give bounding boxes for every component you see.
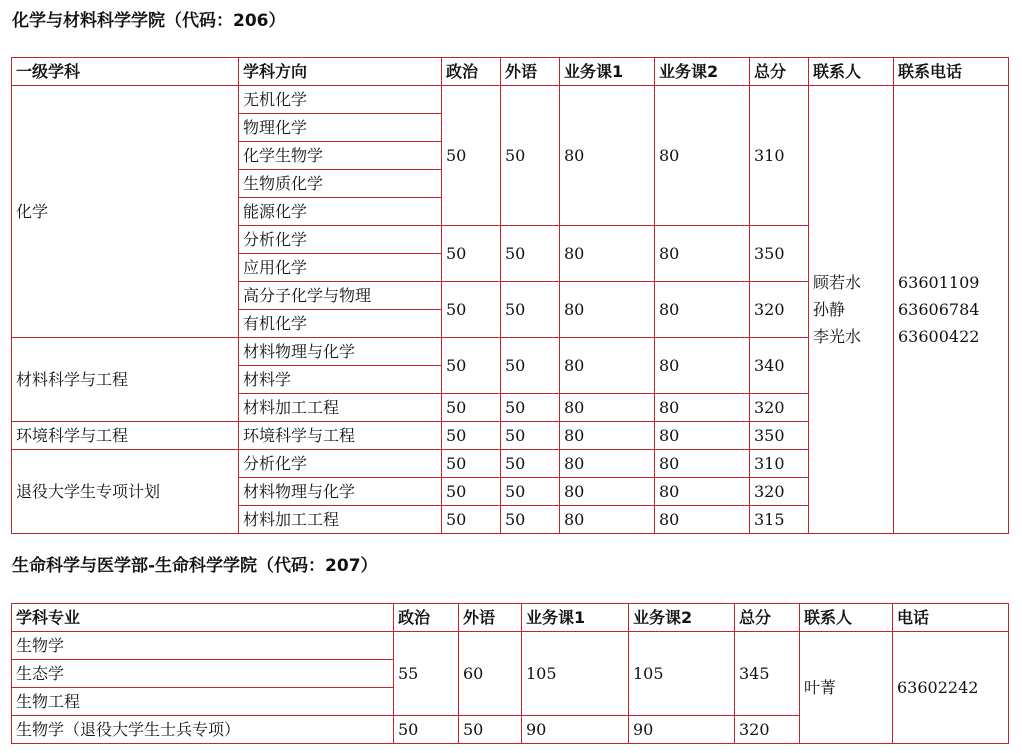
total-score: 310 [750, 450, 809, 478]
politics-score: 50 [442, 506, 501, 534]
major-cell: 生物学（退役大学生士兵专项） [12, 716, 394, 744]
header-course1: 业务课1 [522, 604, 629, 632]
course2-score: 80 [655, 422, 750, 450]
direction-cell: 分析化学 [239, 450, 442, 478]
section-title-207: 生命科学与医学部-生命科学学院（代码：207） [12, 556, 378, 576]
course1-score: 80 [560, 86, 655, 226]
course1-score: 105 [522, 632, 629, 716]
course2-score: 80 [655, 282, 750, 338]
direction-cell: 材料物理与化学 [239, 478, 442, 506]
total-score: 320 [750, 394, 809, 422]
phone-number: 63606784 [898, 300, 980, 319]
politics-score: 50 [394, 716, 459, 744]
section-title-206: 化学与材料科学学院（代码：206） [12, 11, 286, 31]
direction-cell: 无机化学 [239, 86, 442, 114]
phone-number: 63600422 [898, 327, 980, 346]
total-score: 315 [750, 506, 809, 534]
course1-score: 90 [522, 716, 629, 744]
course1-score: 80 [560, 450, 655, 478]
politics-score: 50 [442, 282, 501, 338]
politics-score: 50 [442, 450, 501, 478]
discipline-cell: 环境科学与工程 [12, 422, 239, 450]
direction-cell: 环境科学与工程 [239, 422, 442, 450]
direction-cell: 应用化学 [239, 254, 442, 282]
course1-score: 80 [560, 478, 655, 506]
language-score: 50 [459, 716, 522, 744]
course2-score: 80 [655, 450, 750, 478]
total-score: 320 [735, 716, 800, 744]
phone-number: 63601109 [898, 273, 980, 292]
language-score: 50 [501, 478, 560, 506]
contact-name: 李光水 [813, 327, 862, 346]
header-language: 外语 [459, 604, 522, 632]
direction-cell: 物理化学 [239, 114, 442, 142]
header-contact: 联系人 [800, 604, 893, 632]
admission-score-table-207 [11, 603, 1009, 744]
course2-score: 80 [655, 338, 750, 394]
header-total: 总分 [735, 604, 800, 632]
table-header-row [12, 604, 1009, 632]
contact-person: 叶菁 [800, 632, 893, 744]
header-course2: 业务课2 [655, 58, 750, 86]
direction-cell: 材料加工工程 [239, 506, 442, 534]
header-language: 外语 [501, 58, 560, 86]
header-total: 总分 [750, 58, 809, 86]
header-major: 学科专业 [12, 604, 394, 632]
header-phone: 联系电话 [894, 58, 1009, 86]
contact-name: 顾若水 [813, 273, 862, 292]
total-score: 320 [750, 282, 809, 338]
header-course2: 业务课2 [629, 604, 735, 632]
major-cell: 生物学 [12, 632, 394, 660]
total-score: 340 [750, 338, 809, 394]
language-score: 50 [501, 338, 560, 394]
direction-cell: 高分子化学与物理 [239, 282, 442, 310]
course2-score: 80 [655, 478, 750, 506]
course1-score: 80 [560, 282, 655, 338]
course1-score: 80 [560, 506, 655, 534]
direction-cell: 材料加工工程 [239, 394, 442, 422]
course2-score: 80 [655, 394, 750, 422]
direction-cell: 材料学 [239, 366, 442, 394]
course1-score: 80 [560, 338, 655, 394]
total-score: 350 [750, 422, 809, 450]
course2-score: 80 [655, 226, 750, 282]
header-phone: 电话 [893, 604, 1009, 632]
contact-people [809, 86, 894, 534]
major-cell: 生态学 [12, 660, 394, 688]
course2-score: 90 [629, 716, 735, 744]
discipline-cell: 化学 [12, 86, 239, 338]
header-contact: 联系人 [809, 58, 894, 86]
politics-score: 50 [442, 478, 501, 506]
direction-cell: 分析化学 [239, 226, 442, 254]
course1-score: 80 [560, 422, 655, 450]
discipline-cell: 材料科学与工程 [12, 338, 239, 422]
course2-score: 105 [629, 632, 735, 716]
table-row [12, 86, 1009, 114]
header-politics: 政治 [394, 604, 459, 632]
table-row [12, 632, 1009, 660]
course1-score: 80 [560, 226, 655, 282]
discipline-cell: 退役大学生专项计划 [12, 450, 239, 534]
direction-cell: 有机化学 [239, 310, 442, 338]
language-score: 50 [501, 226, 560, 282]
language-score: 60 [459, 632, 522, 716]
direction-cell: 材料物理与化学 [239, 338, 442, 366]
contact-name: 孙静 [813, 300, 846, 319]
politics-score: 50 [442, 422, 501, 450]
politics-score: 50 [442, 338, 501, 394]
politics-score: 55 [394, 632, 459, 716]
total-score: 310 [750, 86, 809, 226]
header-course1: 业务课1 [560, 58, 655, 86]
contact-phones [894, 86, 1009, 534]
phone-number: 63602242 [893, 632, 1009, 744]
header-discipline: 一级学科 [12, 58, 239, 86]
politics-score: 50 [442, 86, 501, 226]
direction-cell: 能源化学 [239, 198, 442, 226]
total-score: 345 [735, 632, 800, 716]
language-score: 50 [501, 506, 560, 534]
direction-cell: 生物质化学 [239, 170, 442, 198]
course2-score: 80 [655, 506, 750, 534]
header-direction: 学科方向 [239, 58, 442, 86]
direction-cell: 化学生物学 [239, 142, 442, 170]
language-score: 50 [501, 450, 560, 478]
admission-score-table-206 [11, 57, 1009, 534]
table-header-row [12, 58, 1009, 86]
course2-score: 80 [655, 86, 750, 226]
language-score: 50 [501, 422, 560, 450]
language-score: 50 [501, 86, 560, 226]
total-score: 320 [750, 478, 809, 506]
major-cell: 生物工程 [12, 688, 394, 716]
language-score: 50 [501, 394, 560, 422]
course1-score: 80 [560, 394, 655, 422]
total-score: 350 [750, 226, 809, 282]
language-score: 50 [501, 282, 560, 338]
politics-score: 50 [442, 394, 501, 422]
header-politics: 政治 [442, 58, 501, 86]
politics-score: 50 [442, 226, 501, 282]
